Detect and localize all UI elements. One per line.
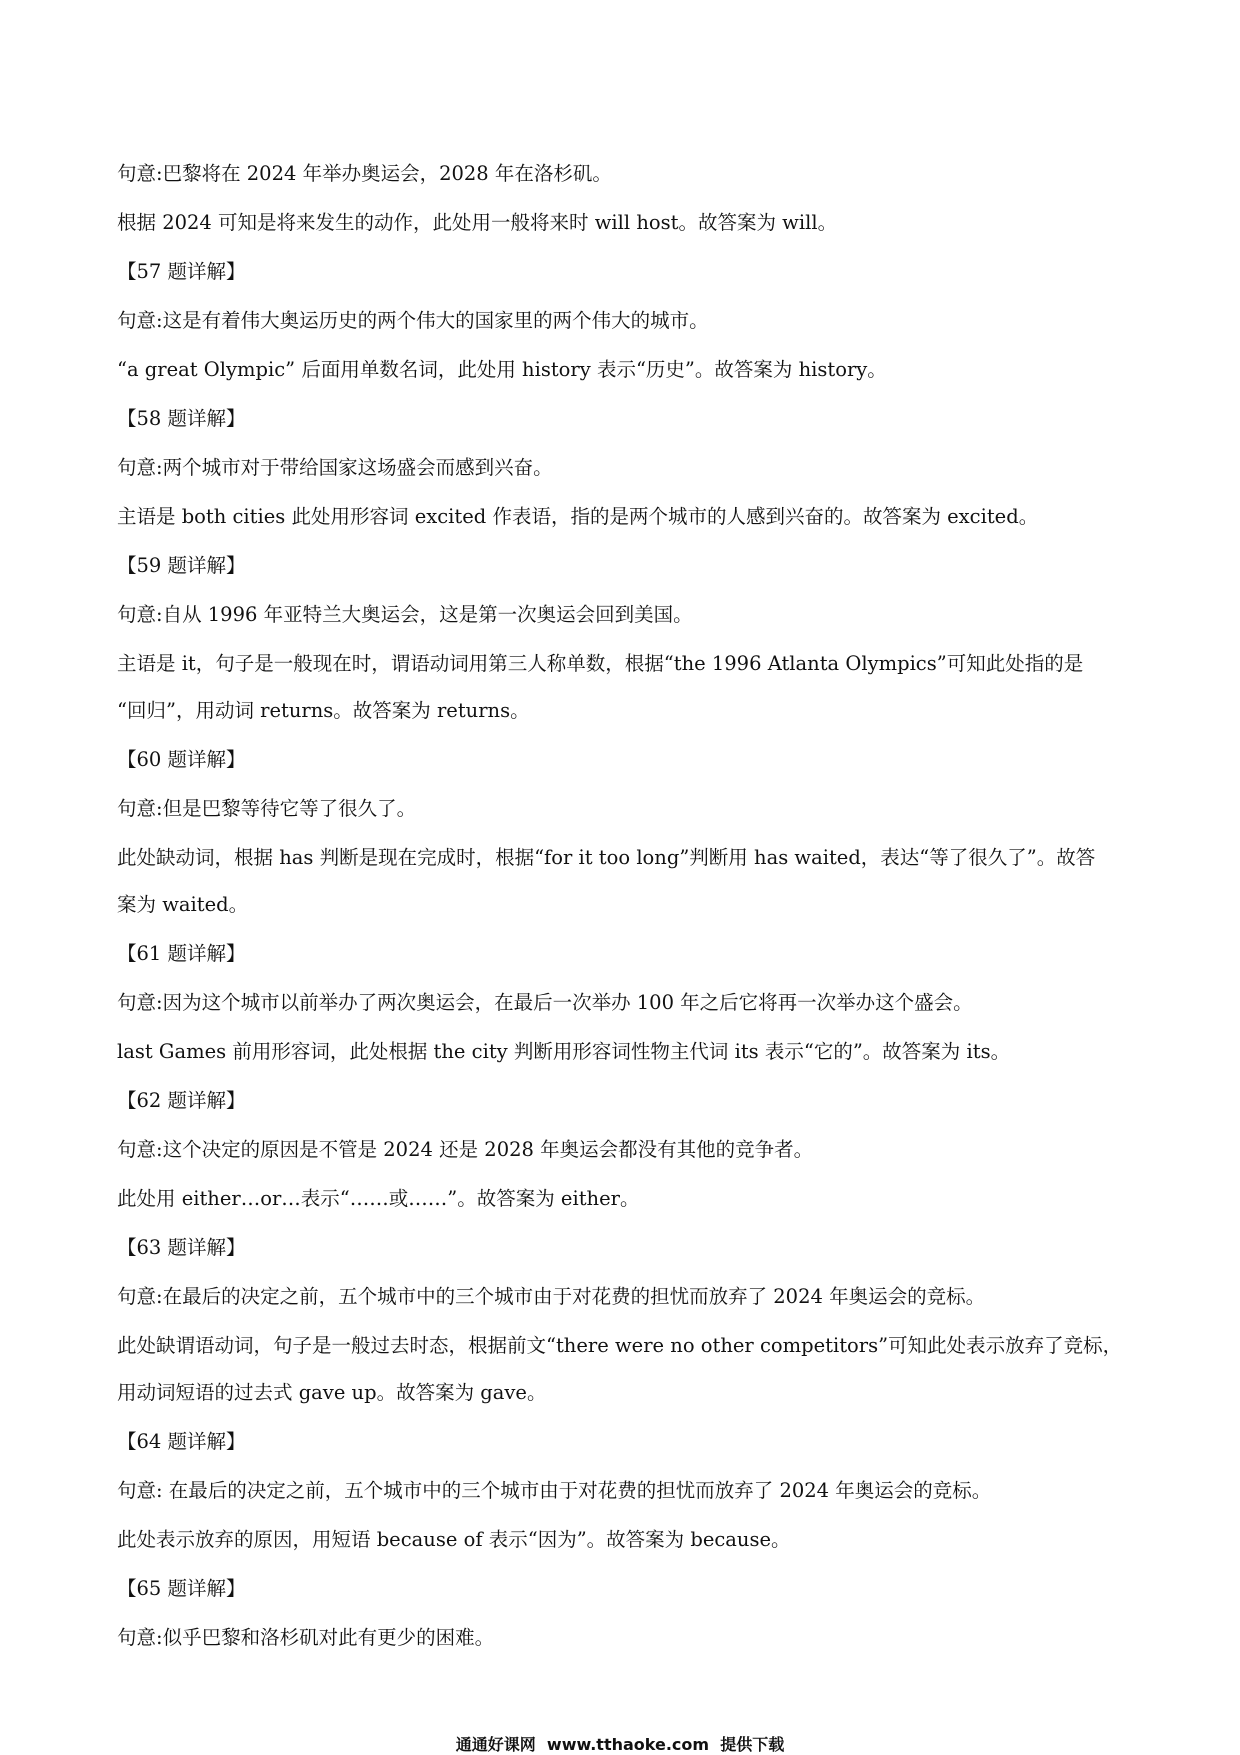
text-line: 此处缺动词，根据 has 判断是现在完成时，根据“for it too long”判断用 has waited，表达“等了很久了”。故答 [117,846,1096,869]
section-heading: 【65 题详解】 [117,1577,246,1600]
section-heading: 【60 题详解】 [117,748,246,771]
text-line: “回归”，用动词 returns。故答案为 returns。 [117,699,530,722]
text-line: 句意:因为这个城市以前举办了两次奥运会，在最后一次举办 100 年之后它将再一次举办这个盛会。 [117,991,973,1014]
text-line: 句意:但是巴黎等待它等了很久了。 [117,797,417,820]
text-line: last Games 前用形容词，此处根据 the city 判断用形容词性物主代词 its 表示“它的”。故答案为 its。 [117,1040,1011,1063]
text-line: 句意:自从 1996 年亚特兰大奥运会，这是第一次奥运会回到美国。 [117,603,693,626]
text-line: 主语是 it，句子是一般现在时，谓语动词用第三人称单数，根据“the 1996 Atlanta Olympics”可知此处指的是 [117,652,1084,675]
text-line: 根据 2024 可知是将来发生的动作，此处用一般将来时 will host。故答案为 will。 [117,211,838,234]
document-body [117,160,1147,1673]
page-footer: 通通好课网 www.tthaoke.com 提供下载 [455,1735,785,1754]
text-line: 句意:似乎巴黎和洛杉矶对此有更少的困难。 [117,1626,495,1649]
text-line: 此处用 either…or…表示“……或……”。故答案为 either。 [117,1187,640,1210]
section-heading: 【57 题详解】 [117,260,246,283]
text-line: 句意:这个决定的原因是不管是 2024 还是 2028 年奥运会都没有其他的竞争者。 [117,1138,814,1161]
text-line: 此处表示放弃的原因，用短语 because of 表示“因为”。故答案为 because。 [117,1528,791,1551]
text-line: 句意:两个城市对于带给国家这场盛会而感到兴奋。 [117,456,553,479]
section-heading: 【58 题详解】 [117,407,246,430]
text-line: 句意:在最后的决定之前，五个城市中的三个城市由于对花费的担忧而放弃了 2024 年奥运会的竞标。 [117,1285,986,1308]
text-line: “a great Olympic” 后面用单数名词，此处用 history 表示“历史”。故答案为 history。 [117,358,887,381]
section-heading: 【59 题详解】 [117,554,246,577]
section-heading: 【64 题详解】 [117,1430,246,1453]
section-heading: 【61 题详解】 [117,942,246,965]
section-heading: 【62 题详解】 [117,1089,246,1112]
text-line: 用动词短语的过去式 gave up。故答案为 gave。 [117,1381,547,1404]
section-heading: 【63 题详解】 [117,1236,246,1259]
text-line: 主语是 both cities 此处用形容词 excited 作表语，指的是两个城市的人感到兴奋的。故答案为 excited。 [117,505,1039,528]
text-line: 句意:巴黎将在 2024 年举办奥运会，2028 年在洛杉矶。 [117,162,612,185]
text-line: 案为 waited。 [117,893,249,916]
text-line: 此处缺谓语动词，句子是一般过去时态，根据前文“there were no other competitors”可知此处表示放弃了竞标， [117,1334,1123,1357]
text-line: 句意:这是有着伟大奥运历史的两个伟大的国家里的两个伟大的城市。 [117,309,709,332]
text-line: 句意: 在最后的决定之前，五个城市中的三个城市由于对花费的担忧而放弃了 2024 年奥运会的竞标。 [117,1479,992,1502]
